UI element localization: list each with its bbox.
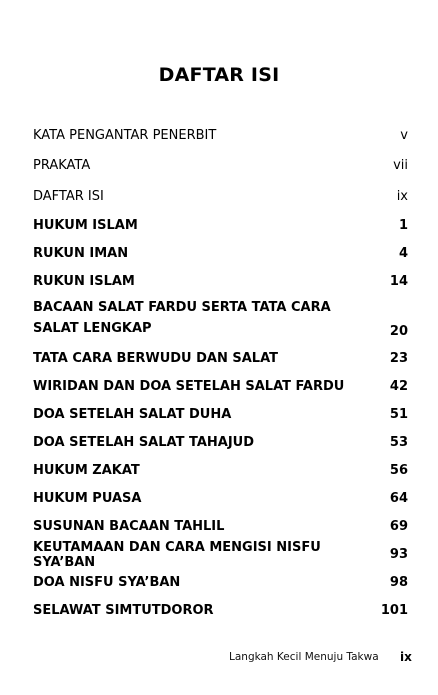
toc-entry-label: PRAKATA (33, 158, 91, 174)
toc-entry-label: DAFTAR ISI (33, 188, 104, 204)
toc-entry-page: 53 (389, 435, 408, 450)
toc-entry-label: DOA SETELAH SALAT DUHA (33, 407, 232, 422)
toc-entry-label: HUKUM PUASA (33, 491, 142, 506)
toc-entry[interactable] (33, 457, 408, 485)
table-of-contents (33, 120, 408, 625)
page-title: DAFTAR ISI (158, 64, 280, 86)
toc-entry[interactable] (33, 597, 408, 625)
toc-entry-label: SUSUNAN BACAAN TAHLIL (33, 519, 225, 534)
toc-entry[interactable] (33, 268, 408, 296)
toc-entry-label: DOA SETELAH SALAT TAHAJUD (33, 435, 255, 450)
toc-entry-page: 14 (389, 274, 408, 289)
toc-entry-label: KATA PENGANTAR PENERBIT (33, 127, 217, 143)
toc-entry[interactable] (33, 212, 408, 240)
toc-entry-page: 23 (389, 351, 408, 366)
toc-entry[interactable] (33, 345, 408, 373)
toc-entry-page: 69 (389, 519, 408, 534)
footer-page-number: ix (400, 650, 412, 664)
toc-entry-label: BACAAN SALAT FARDU SERTA TATA CARA SALAT LENGKAP (33, 299, 331, 336)
toc-entry-page: 93 (389, 547, 408, 562)
toc-entry-page: 42 (389, 379, 408, 394)
toc-entry[interactable] (33, 296, 408, 345)
toc-entry-page: v (400, 127, 408, 143)
toc-entry-label: HUKUM ZAKAT (33, 463, 140, 478)
toc-entry-page: 51 (389, 407, 408, 422)
toc-entry[interactable] (33, 401, 408, 429)
toc-entry[interactable] (33, 373, 408, 401)
toc-entry-page: ix (396, 188, 408, 204)
footer-book-title: Langkah Kecil Menuju Takwa (229, 651, 379, 663)
toc-entry-label: TATA CARA BERWUDU DAN SALAT (33, 351, 279, 366)
toc-entry-page: 56 (389, 463, 408, 478)
toc-entry-label: RUKUN ISLAM (33, 274, 135, 289)
toc-entry-label: WIRIDAN DAN DOA SETELAH SALAT FARDU (33, 379, 345, 394)
toc-entry-page: vii (393, 158, 408, 174)
toc-entry-label: HUKUM ISLAM (33, 218, 138, 233)
toc-entry-page: 4 (398, 246, 408, 261)
toc-entry[interactable] (33, 513, 408, 541)
toc-entry-label: DOA NISFU SYA’BAN (33, 575, 181, 590)
toc-entry[interactable] (33, 240, 408, 268)
toc-entry[interactable] (33, 485, 408, 513)
toc-entry[interactable] (33, 541, 408, 569)
toc-entry[interactable] (33, 181, 408, 212)
toc-entry[interactable] (33, 151, 408, 182)
toc-entry[interactable] (33, 569, 408, 597)
toc-entry-page: 98 (389, 575, 408, 590)
toc-entry[interactable] (33, 120, 408, 151)
toc-entry-page: 20 (389, 323, 408, 339)
toc-entry-page: 1 (398, 218, 408, 233)
toc-entry[interactable] (33, 429, 408, 457)
toc-entry-page: 101 (380, 603, 408, 618)
toc-entry-label: RUKUN IMAN (33, 246, 129, 261)
toc-entry-label: SELAWAT SIMTUTDOROR (33, 603, 214, 618)
toc-entry-label: KEUTAMAAN DAN CARA MENGISI NISFU SYA’BAN (33, 539, 321, 570)
toc-entry-page: 64 (389, 491, 408, 506)
